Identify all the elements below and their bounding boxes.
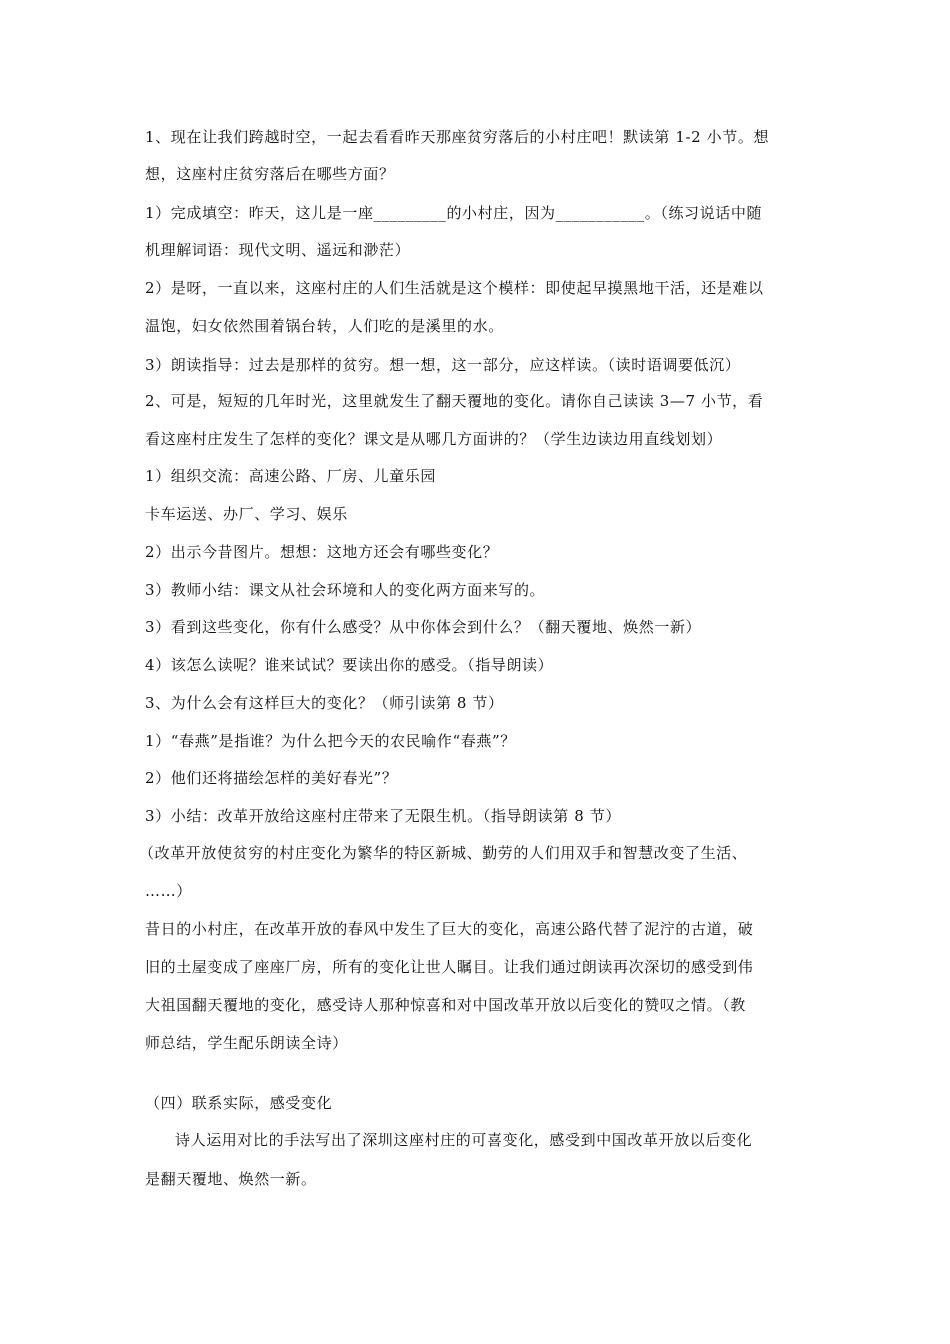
text-line: 1、现在让我们跨越时空，一起去看看昨天那座贫穷落后的小村庄吧！默读第 1-2 小节。想: [145, 128, 770, 146]
text-line: 1）组织交流：高速公路、厂房、儿童乐园: [145, 467, 436, 485]
text-line: 看这座村庄发生了怎样的变化？课文是从哪几方面讲的？（学生边读边用直线划划）: [145, 430, 723, 448]
text-line: 诗人运用对比的手法写出了深圳这座村庄的可喜变化，感受到中国改革开放以后变化: [175, 1131, 753, 1149]
text-line: 机理解词语：现代文明、遥远和渺茫）: [145, 241, 411, 259]
text-line: 昔日的小村庄，在改革开放的春风中发生了巨大的变化，高速公路代替了泥泞的古道，破: [145, 920, 754, 938]
text-line: 2）是呀，一直以来，这座村庄的人们生活就是这个模样：即使起早摸黑地干活，还是难以: [145, 279, 764, 297]
text-line: ……）: [145, 882, 192, 900]
text-line: 4）该怎么读呢？谁来试试？要读出你的感受。（指导朗读）: [145, 656, 554, 674]
text-line: 3）教师小结：课文从社会环境和人的变化两方面来写的。: [145, 581, 546, 599]
text-line: 1）完成填空：昨天，这儿是一座_________的小村庄，因为___________。（练习说话中随: [145, 204, 763, 222]
text-line: 3、为什么会有这样巨大的变化？（师引读第 8 节）: [145, 694, 504, 712]
text-line: 3）看到这些变化，你有什么感受？从中你体会到什么？（翻天覆地、焕然一新）: [145, 618, 702, 636]
text-line: 2）出示今昔图片。想想：这地方还会有哪些变化？: [145, 543, 499, 561]
text-line: 师总结，学生配乐朗读全诗）: [145, 1034, 348, 1052]
text-line: 旧的土屋变成了座座厂房，所有的变化让世人瞩目。让我们通过朗读再次深切的感受到伟: [145, 958, 754, 976]
text-line: 是翻天覆地、焕然一新。: [145, 1170, 317, 1188]
text-line: 3）朗读指导：过去是那样的贫穷。想一想，这一部分，应这样读。（读时语调要低沉）: [145, 356, 741, 374]
text-line: 想，这座村庄贫穷落后在哪些方面？: [145, 165, 395, 183]
text-line: （改革开放使贫穷的村庄变化为繁华的特区新城、勤劳的人们用双手和智慧改变了生活、: [139, 844, 748, 862]
text-line: 卡车运送、办厂、学习、娱乐: [145, 505, 348, 523]
text-line: 1）“春燕”是指谁？为什么把今天的农民喻作“春燕”？: [145, 732, 516, 750]
text-line: 3）小结：改革开放给这座村庄带来了无限生机。（指导朗读第 8 节）: [145, 807, 621, 825]
section-heading: （四）联系实际，感受变化: [145, 1094, 333, 1112]
text-line: 大祖国翻天覆地的变化，感受诗人那种惊喜和对中国改革开放以后变化的赞叹之情。（教: [145, 996, 746, 1014]
text-line: 温饱，妇女依然围着锅台转，人们吃的是溪里的水。: [145, 317, 504, 335]
text-line: 2、可是，短短的几年时光，这里就发生了翻天覆地的变化。请你自己读读 3—7 小节，看: [145, 392, 764, 410]
text-line: 2）他们还将描绘怎样的美好春光”？: [145, 769, 398, 787]
